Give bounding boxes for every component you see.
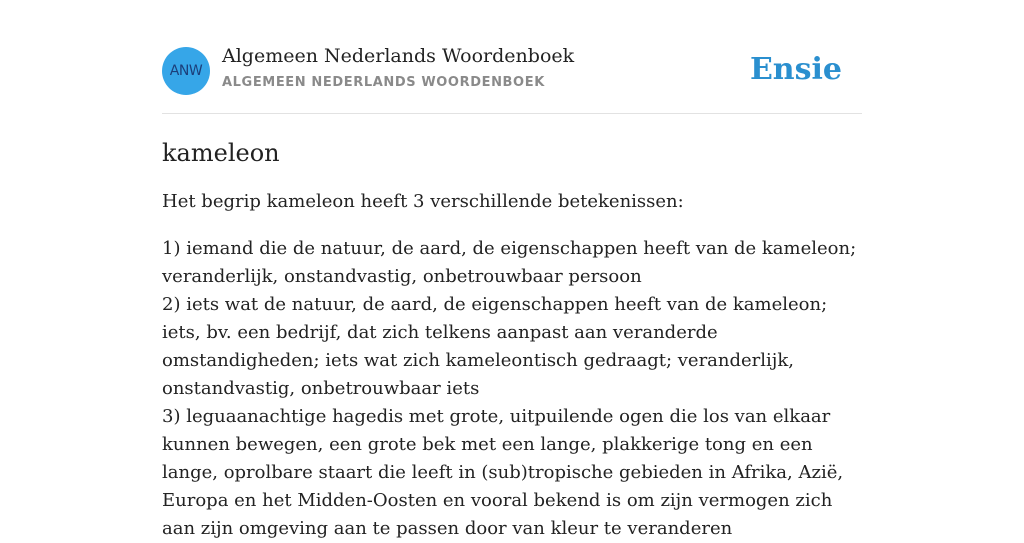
source-title[interactable]: Algemeen Nederlands Woordenboek <box>222 45 575 67</box>
ensie-brand-link[interactable]: Ensie <box>749 52 842 87</box>
anw-logo[interactable]: ANW <box>162 47 210 95</box>
entry-intro: Het begrip kameleon heeft 3 verschillende betekenissen: <box>162 191 684 212</box>
definition-1: 1) iemand die de natuur, de aard, de eigenschappen heeft van de kameleon; veranderlijk, onstandvastig, onbetrouwbaar persoon <box>162 238 857 287</box>
word-title: kameleon <box>162 139 280 167</box>
definition-list <box>162 235 862 543</box>
definition-3: 3) leguaanachtige hagedis met grote, uitpuilende ogen die los van elkaar kunnen bewegen, een grote bek met een lange, plakkerige tong en een lange, oprolbare staart die leeft in (sub)tropische gebieden in Afrika, Azië, Europa en het Midden-Oosten en vooral bekend is om zijn vermogen zich aan zijn omgeving aan te passen door van kleur te veranderen <box>162 406 844 539</box>
source-subtitle: ALGEMEEN NEDERLANDS WOORDENBOEK <box>222 75 545 90</box>
definition-2: 2) iets wat de natuur, de aard, de eigenschappen heeft van de kameleon; iets, bv. een bedrijf, dat zich telkens aanpast aan veranderde omstandigheden; iets wat zich kameleontisch gedraagt; veranderlijk, onstandvastig, onbetrouwbaar iets <box>162 294 828 399</box>
source-header <box>162 0 862 114</box>
entry-content <box>162 136 862 543</box>
